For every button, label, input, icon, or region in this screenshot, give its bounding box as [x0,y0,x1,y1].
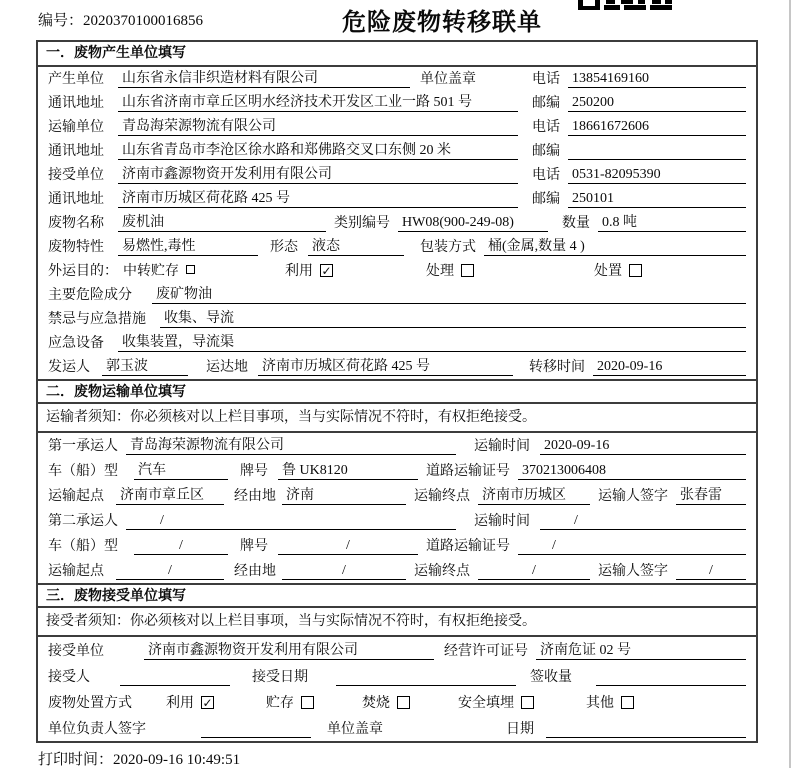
acceptor-row [38,663,756,689]
disposal-option-incinerate [362,692,410,712]
transporter-label: 运输单位 [48,120,104,135]
vehicle1-label: 车（船）型 [48,464,118,479]
checkbox-checked-icon: ✓ [202,695,213,709]
plate1-label: 牌号 [240,464,268,479]
checkbox-label: 利用 [285,264,313,279]
vehicle1-row [38,458,756,483]
checkbox-label: 其他 [586,696,614,711]
vehicle2-row [38,533,756,558]
checkbox-icon [521,696,534,709]
road-cert1-value: 370213006408 [518,463,746,480]
section-producer [38,42,756,379]
origin1-label: 运输起点 [48,489,104,504]
sign1-label: 运输人签字 [598,489,668,504]
producer-phone-label: 电话 [532,72,560,87]
transporter-zip-label: 邮编 [532,144,560,159]
license-value: 济南危证 02 号 [536,639,746,660]
road-cert2-value: / [518,538,746,555]
waste-name-label: 废物名称 [48,216,104,231]
waste-name-row [38,211,756,235]
transport-time2-label: 运输时间 [474,514,530,529]
accept-unit-row [38,637,756,663]
category-value: HW08(900-249-08) [398,215,548,232]
receipt-qty-value [596,669,746,686]
checkbox-label: 焚烧 [362,696,390,711]
disposal-option-storage [266,692,314,712]
vehicle2-value: / [134,538,228,555]
checkbox-label: 处置 [594,264,622,279]
checkbox-label: 中转贮存 [123,264,179,279]
disposal-option-utilize [166,692,214,712]
manager-sign-value [201,721,311,738]
disposal-option-landfill [458,692,534,712]
sign2-label: 运输人签字 [598,564,668,579]
producer-zip-label: 邮编 [532,96,560,111]
taboo-label: 禁忌与应急措施 [48,312,146,327]
carrier2-row [38,508,756,533]
purpose-option-treat [426,260,474,280]
transporter-row [38,115,756,139]
form-serial-value: 2020370100016856 [83,13,204,29]
transporter-address-row [38,139,756,163]
checkbox-icon [301,696,314,709]
transport-time2-value: / [540,513,746,530]
checkbox-label: 利用 [166,696,194,711]
checkbox-icon [461,264,474,277]
receiver-seal-label: 单位盖章 [327,722,383,737]
state-value: 液态 [308,235,404,256]
print-time-value: 2020-09-16 10:49:51 [113,752,241,768]
transporter-notice: 运输者须知：你必须核对以上栏目事项，当与实际情况不符时，有权拒绝接受。 [38,404,756,433]
checkbox-icon [397,696,410,709]
shipper-row [38,355,756,379]
terminus1-label: 运输终点 [414,489,470,504]
plate2-value: / [278,538,418,555]
equipment-value: 收集装置，导流渠 [118,331,746,352]
transporter-value: 青岛海荣源物流有限公司 [118,115,518,136]
producer-address-value: 山东省济南市章丘区明水经济技术开发区工业一路 501 号 [118,91,518,112]
via2-label: 经由地 [234,564,276,579]
receiver-phone-label: 电话 [532,168,560,183]
via2-value: / [282,563,406,580]
receiver-address-row [38,187,756,211]
carrier1-label: 第一承运人 [48,439,118,454]
terminus2-value: / [478,563,590,580]
packing-value: 桶(金属,数量 4 ) [484,235,746,256]
state-label: 形态 [270,240,298,255]
acceptor-label: 接受人 [48,670,90,685]
producer-value: 山东省永信非织造材料有限公司 [118,67,410,88]
print-time [38,748,240,768]
transfer-time-value: 2020-09-16 [593,359,746,376]
shipper-label: 发运人 [48,360,90,375]
section-transporter [38,379,756,583]
terminus1-value: 济南市历城区 [478,484,590,505]
section2-heading: 二．废物运输单位填写 [38,379,756,404]
print-time-label: 打印时间： [38,752,114,768]
manager-sign-row [38,715,756,741]
accept-date-value [336,669,516,686]
destination-label: 运达地 [206,360,248,375]
checkbox-icon [621,696,634,709]
disposal-option-other [586,692,634,712]
taboo-value: 收集、导流 [160,307,746,328]
vehicle1-value: 汽车 [134,459,228,480]
plate2-label: 牌号 [240,539,268,554]
origin2-label: 运输起点 [48,564,104,579]
quantity-value: 0.8 吨 [598,211,746,232]
quantity-label: 数量 [562,216,590,231]
producer-label: 产生单位 [48,72,104,87]
accept-unit-label: 接受单位 [48,644,104,659]
purpose-label: 外运目的： [48,264,118,279]
vehicle2-label: 车（船）型 [48,539,118,554]
receiver-row [38,163,756,187]
disposal-label: 废物处置方式 [48,696,132,711]
transporter-phone-value: 18661672606 [568,119,746,136]
category-label: 类别编号 [334,216,390,231]
carrier1-row [38,433,756,458]
purpose-row [38,259,756,283]
page-title: 危险废物转移联单 [342,10,542,36]
checkbox-icon [629,264,642,277]
page-edge-line [789,0,791,768]
carrier2-label: 第二承运人 [48,514,118,529]
transporter-address-value: 山东省青岛市李沧区徐水路和郑佛路交叉口东侧 20 米 [118,139,518,160]
accept-date-label: 接受日期 [252,670,308,685]
purpose-option-dispose [594,260,642,280]
via1-value: 济南 [282,484,406,505]
hazard-row [38,283,756,307]
route2-row [38,558,756,583]
checkbox-label: 贮存 [266,696,294,711]
trait-value: 易燃性,毒性 [118,235,258,256]
taboo-row [38,307,756,331]
purpose-option-utilize [285,260,333,280]
manager-sign-label: 单位负责人签字 [48,722,146,737]
transporter-phone-label: 电话 [532,120,560,135]
receiver-address-label: 通讯地址 [48,192,104,207]
transfer-time-label: 转移时间 [529,360,585,375]
license-label: 经营许可证号 [444,644,528,659]
receiver-phone-value: 0531-82095390 [568,167,746,184]
plate1-value: 鲁 UK8120 [278,459,418,480]
transporter-address-label: 通讯地址 [48,144,104,159]
terminus2-label: 运输终点 [414,564,470,579]
sign1-value: 张春雷 [676,484,746,505]
producer-address-label: 通讯地址 [48,96,104,111]
equipment-label: 应急设备 [48,336,104,351]
hazard-value: 废矿物油 [152,283,746,304]
receiver-notice: 接受者须知：你必须核对以上栏目事项，当与实际情况不符时，有权拒绝接受。 [38,608,756,637]
section1-heading: 一．废物产生单位填写 [38,42,756,67]
sign2-value: / [676,563,746,580]
origin2-value: / [116,563,224,580]
origin1-value: 济南市章丘区 [116,484,224,505]
section-receiver [38,583,756,741]
acceptor-value [120,669,230,686]
form-table [36,40,758,743]
equipment-row [38,331,756,355]
producer-zip-value: 250200 [568,95,746,112]
disposal-row [38,689,756,715]
shipper-value: 郭玉波 [102,355,188,376]
carrier2-value: / [126,513,456,530]
section3-heading: 三．废物接受单位填写 [38,583,756,608]
checkbox-label: 处理 [426,264,454,279]
waste-name-value: 废机油 [118,211,326,232]
via1-label: 经由地 [234,489,276,504]
unit-seal-label: 单位盖章 [420,72,476,87]
producer-row [38,67,756,91]
accept-unit-value: 济南市鑫源物资开发利用有限公司 [144,639,434,660]
form-serial-label: 编号： [38,13,84,29]
transport-time1-value: 2020-09-16 [540,438,746,455]
producer-phone-value: 13854169160 [568,71,746,88]
receiver-zip-label: 邮编 [532,192,560,207]
producer-address-row [38,91,756,115]
transporter-zip-value [568,143,746,160]
carrier1-value: 青岛海荣源物流有限公司 [126,434,456,455]
receiver-value: 济南市鑫源物资开发利用有限公司 [118,163,518,184]
date-label: 日期 [506,722,534,737]
destination-value: 济南市历城区荷花路 425 号 [258,355,513,376]
date-value [546,721,746,738]
receipt-qty-label: 签收量 [530,670,572,685]
receiver-zip-value: 250101 [568,191,746,208]
packing-label: 包装方式 [420,240,476,255]
receiver-label: 接受单位 [48,168,104,183]
road-cert1-label: 道路运输证号 [426,464,510,479]
trait-label: 废物特性 [48,240,104,255]
waste-trait-row [38,235,756,259]
purpose-option-transfer-storage [123,260,195,280]
hazard-label: 主要危险成分 [48,288,132,303]
transport-time1-label: 运输时间 [474,439,530,454]
checkbox-icon [186,265,195,274]
receiver-address-value: 济南市历城区荷花路 425 号 [118,187,518,208]
checkbox-label: 安全填埋 [458,696,514,711]
checkbox-checked-icon: ✓ [321,263,332,277]
road-cert2-label: 道路运输证号 [426,539,510,554]
route1-row [38,483,756,508]
